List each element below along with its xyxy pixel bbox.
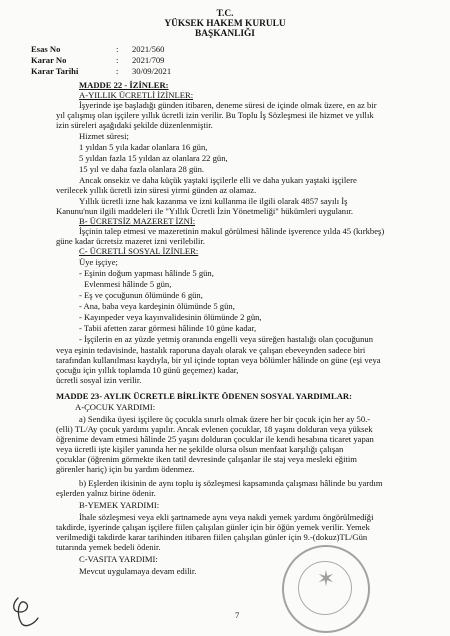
list-item: - Eş ve çocuğunun ölümünde 6 gün, [79, 290, 203, 300]
section-heading: A-ÇOCUK YARDIMI: [75, 402, 156, 412]
text-line: Kanunu'nun ilgili maddeleri ile "Yıllık Ücretli İzin Yönetmeliği" hükümleri uygulanır. [56, 206, 354, 216]
header-country: T.C. [216, 9, 234, 19]
text-line: takdirde, işyerinde çalışan işçilere fiilen çalışılan günler için bir öğün yemek verilir. Yemek [56, 522, 370, 532]
meta-key: Karar Tarihi [31, 66, 79, 76]
article-23-title: MADDE 23- AYLIK ÜCRETLE BİRLİKTE ÖDENEN SOSYAL YARDIMLAR: [56, 391, 352, 401]
text-line: veya eşinin tedavisinde, hastalık raporuna dayalı olarak ve çalışan ebeveynden sadece biri [56, 345, 366, 355]
text-line: ücretli sosyal izin verilir. [56, 375, 142, 385]
text-line: a) Sendika üyesi işçilere üç çocukla sınırlı olmak üzere her bir çocuk için her ay 50.- [79, 414, 371, 424]
text-line: öğrenime devam etmesi hâlinde 25 yaşını dolduran çocuklar ile kendi hesabına ticaret yapan [56, 434, 374, 444]
section-heading: C- ÜCRETLİ SOSYAL İZİNLER: [79, 246, 199, 256]
text-line: veya ücretli işte kişiler yanında her ne şekilde olursa olsun menfaat karşılığı çalışan [56, 444, 344, 454]
text-line: Hizmet süresi; [79, 131, 129, 141]
seal-star-icon: ✶ [316, 566, 336, 591]
text-line: verilecek yıllık ücretli izin süresi yirmi günden az olamaz. [56, 185, 257, 195]
official-seal-stamp [282, 545, 370, 633]
text-line: İhale sözleşmesi veya ekli şartnamede aynı veya nakdi yemek yardımı öngörülmediği [79, 512, 374, 522]
text-line: yıl çalışmış olan işçilere yıllık ücretli izin verilir. Bu Toplu İş Sözleşmesi ile hizmet ve yıllık [56, 110, 374, 120]
handwritten-signature [8, 594, 48, 630]
meta-key: Esas No [31, 44, 61, 54]
list-item: - Tabii afetten zarar görmesi hâlinde 10 güne kadar, [79, 323, 257, 333]
meta-colon: : [116, 55, 119, 65]
section-heading: B-YEMEK YARDIMI: [79, 500, 160, 510]
text-line: eşlerden yalnız birine ödenir. [56, 488, 156, 498]
header-org: YÜKSEK HAKEM KURULU [164, 19, 286, 29]
list-item: Evlenmesi hâlinde 5 gün, [84, 279, 172, 289]
text-line: izin süreleri aşağıdaki şekilde düzenlenmiştir. [56, 120, 213, 130]
list-item: 1 yıldan 5 yıla kadar olanlara 16 gün, [79, 142, 208, 152]
text-line: İşçinin talep etmesi ve mazeretinin makul görülmesi hâlinde işverence yılda 45 (kırkbeş) [79, 226, 385, 236]
meta-colon: : [116, 44, 119, 54]
text-line: görenler hariç) için bu yardım ödenmez. [56, 464, 195, 474]
text-line: İşyerinde işe başladığı günden itibaren, deneme süresi de içinde olmak üzere, en az bir [79, 100, 377, 110]
text-line: verilmediği takdirde karar tarihinden itibaren fiilen çalışılan günler için 9.-(dokuz)TL/Gün [56, 532, 368, 542]
list-item: - Ana, baba veya kardeşinin ölümünde 5 gün, [79, 301, 235, 311]
meta-value: 2021/709 [132, 55, 165, 65]
text-line: b) Eşlerden ikisinin de aynı toplu iş sözleşmesi kapsamında çalışması hâlinde bu yardım [79, 478, 383, 488]
text-line: Mevcut uygulamaya devam edilir. [79, 566, 197, 576]
text-line: (elli) TL/Ay çocuk yardımı yapılır. Ancak evlenen çocuklar, 18 yaşını dolduran veya yüksek [56, 424, 373, 434]
section-heading: C-VASITA YARDIMI: [79, 554, 158, 564]
text-line: Yıllık ücretli izne hak kazanma ve izni kullanma ile ilgili olarak 4857 sayılı İş [79, 196, 348, 206]
list-item: 5 yıldan fazla 15 yıldan az olanlara 22 gün, [79, 153, 228, 163]
text-line: çocuğu için yıllık toplamda 10 günü geçemez) kadar, [56, 365, 239, 375]
text-line: Üye işçiye; [79, 257, 118, 267]
list-item: - Kayınpeder veya kayınvalidesinin ölümünde 2 gün, [79, 312, 262, 322]
meta-colon: : [116, 66, 119, 76]
text-line: tarafından kullanılması kaydıyla, bir yıl içinde toptan veya bölümler hâlinde on güne (eşi veya [56, 355, 381, 365]
page-number: 7 [235, 610, 240, 620]
meta-value: 30/09/2021 [132, 66, 172, 76]
text-line: güne kadar ücretsiz mazeret izni verilebilir. [56, 236, 205, 246]
list-item: 15 yıl ve daha fazla olanlara 28 gün. [79, 164, 205, 174]
meta-key: Karar No [31, 55, 67, 65]
list-item: - İşçilerin en az yüzde yetmiş oranında engelli veya süreğen hastalığı olan çocuğunun [79, 334, 373, 344]
article-22-title: MADDE 22 - İZİNLER: [79, 80, 169, 90]
meta-value: 2021/560 [132, 44, 165, 54]
text-line: tutarında yemek bedeli ödenir. [56, 542, 161, 552]
section-heading: B- ÜCRETSİZ MAZERET İZNİ: [79, 216, 196, 226]
text-line: çocuklar (öğrenim görmekte iken tatil devresinde çalışanlar ile staj veya mesleki eğitim [56, 454, 357, 464]
section-heading: A-YILLIK ÜCRETLİ İZİNLER: [79, 90, 194, 100]
text-line: Ancak onsekiz ve daha küçük yaştaki işçilerle elli ve daha yukarı yaştaki işçilere [79, 175, 357, 185]
list-item: - Eşinin doğum yapması hâlinde 5 gün, [79, 268, 214, 278]
header-office: BAŞKANLIĞI [195, 29, 255, 39]
